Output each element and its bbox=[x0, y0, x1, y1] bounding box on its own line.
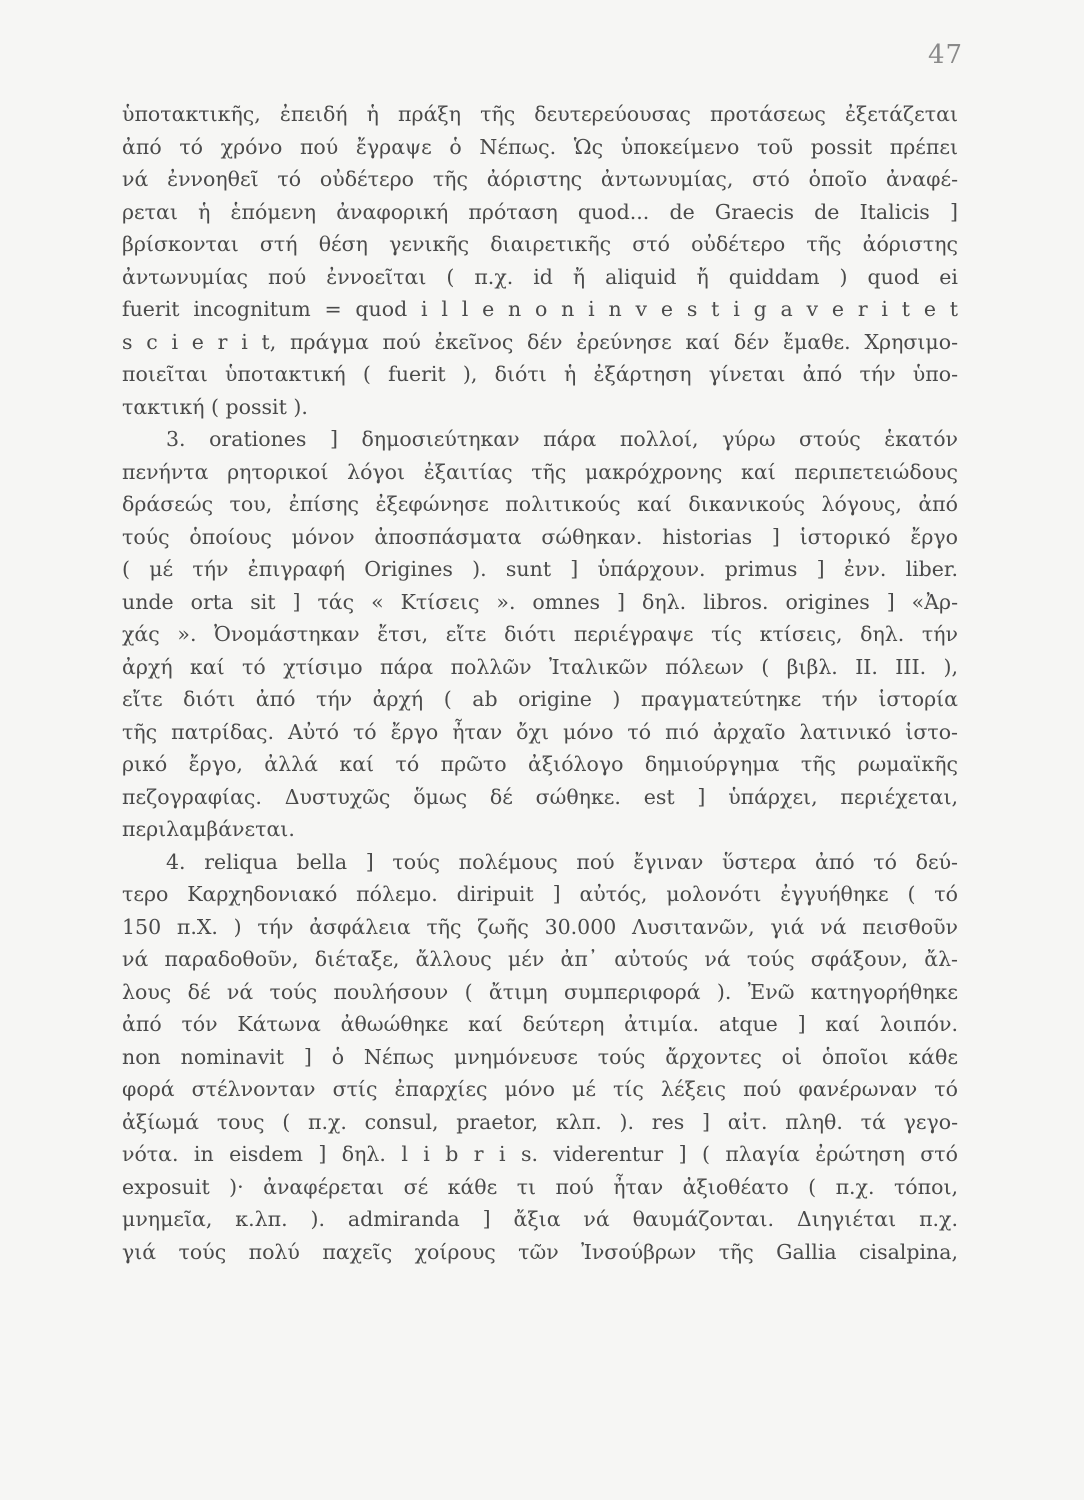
text-line: νά παραδοθοῦν, διέταξε, ἄλλους μέν ἀπ᾽ αὐτούς νά τούς σφάξουν, ἄλ- bbox=[122, 947, 958, 971]
text-line: unde orta sit ] τάς « Κτίσεις ». omnes ] δηλ. libros. origines ] «Ἀρ- bbox=[122, 589, 958, 614]
text-line: τακτική ( possit ). bbox=[122, 394, 308, 419]
text-line: 4. reliqua bella ] τούς πολέμους πού ἔγιναν ὕστερα ἀπό τό δεύ- bbox=[166, 849, 958, 874]
text-line: νά ἐννοηθεῖ τό οὐδέτερο τῆς ἀόριστης ἀντωνυμίας, στό ὁποῖο ἀναφέ- bbox=[122, 167, 958, 191]
text-line: 3. orationes ] δημοσιεύτηκαν πάρα πολλοί, γύρω στούς ἑκατόν bbox=[166, 427, 958, 451]
text-line: 150 π.Χ. ) τήν ἀσφάλεια τῆς ζωῆς 30.000 Λυσιτανῶν, γιά νά πεισθοῦν bbox=[122, 914, 958, 939]
text-line: εἴτε διότι ἀπό τήν ἀρχή ( ab origine ) πραγματεύτηκε τήν ἱστορία bbox=[122, 687, 958, 711]
text-line: βρίσκονται στή θέση γενικῆς διαιρετικῆς στό οὐδέτερο τῆς ἀόριστης bbox=[122, 232, 958, 256]
text-line: ὑποτακτικῆς, ἐπειδή ἡ πράξη τῆς δευτερεύουσας προτάσεως ἐξετάζεται bbox=[122, 102, 958, 126]
text-line: χάς ». Ὀνομάστηκαν ἔτσι, εἴτε διότι περιέγραψε τίς κτίσεις, δηλ. τήν bbox=[122, 622, 958, 646]
text-line: μνημεῖα, κ.λπ. ). admiranda ] ἄξια νά θαυμάζονται. Διηγιέται π.χ. bbox=[122, 1207, 958, 1231]
text-line: δράσεώς του, ἐπίσης ἐξεφώνησε πολιτικούς καί δικανικούς λόγους, ἀπό bbox=[122, 492, 958, 516]
text-line: ρικό ἔργο, ἀλλά καί τό πρῶτο ἀξιόλογο δημιούργημα τῆς ρωμαϊκῆς bbox=[122, 752, 958, 776]
text-line: fuerit incognitum = quod i l l e n o n i n v e s t i g a v e r i t e t bbox=[122, 297, 958, 321]
text-line: περιλαμβάνεται. bbox=[122, 817, 295, 841]
text-line: ἀρχή καί τό χτίσιμο πάρα πολλῶν Ἰταλικῶν πόλεων ( βιβλ. II. III. ), bbox=[122, 654, 958, 679]
text-line: ἀξίωμά τους ( π.χ. consul, praetor, κλπ. ). res ] αἰτ. πληθ. τά γεγο- bbox=[122, 1109, 958, 1134]
page-number: 47 bbox=[928, 40, 964, 70]
text-line: φορά στέλνονταν στίς ἐπαρχίες μόνο μέ τίς λέξεις πού φανέρωναν τό bbox=[122, 1077, 958, 1101]
text-line: exposuit )· ἀναφέρεται σέ κάθε τι πού ἦταν ἀξιοθέατο ( π.χ. τόποι, bbox=[122, 1174, 958, 1199]
text-line: γιά τούς πολύ παχεῖς χοίρους τῶν Ἰνσούβρων τῆς Gallia cisalpina, bbox=[122, 1239, 958, 1264]
text-line: πενήντα ρητορικοί λόγοι ἐξαιτίας τῆς μακρόχρονης καί περιπετειώδους bbox=[122, 459, 958, 484]
text-line: τῆς πατρίδας. Αὐτό τό ἔργο ἦταν ὄχι μόνο τό πιό ἀρχαῖο λατινικό ἱστο- bbox=[122, 719, 958, 744]
text-line: ( μέ τήν ἐπιγραφή Origines ). sunt ] ὑπάρχουν. primus ] ἐνν. liber. bbox=[122, 557, 958, 581]
text-line: τούς ὁποίους μόνον ἀποσπάσματα σώθηκαν. historias ] ἱστορικό ἔργο bbox=[122, 524, 958, 549]
text-line: πεζογραφίας. Δυστυχῶς ὅμως δέ σώθηκε. est ] ὑπάρχει, περιέχεται, bbox=[122, 784, 958, 809]
text-line: ρεται ἡ ἑπόμενη ἀναφορική πρόταση quod... de Graecis de Italicis ] bbox=[122, 199, 958, 224]
text-line: ἀπό τόν Κάτωνα ἀθωώθηκε καί δεύτερη ἀτιμία. atque ] καί λοιπόν. bbox=[122, 1012, 958, 1036]
text-line: non nominavit ] ὁ Νέπως μνημόνευσε τούς ἄρχοντες οἱ ὁποῖοι κάθε bbox=[122, 1044, 958, 1069]
text-line: s c i e r i t, πράγμα πού ἐκεῖνος δέν ἐρεύνησε καί δέν ἔμαθε. Χρησιμο- bbox=[122, 329, 958, 354]
text-line: ἀπό τό χρόνο πού ἔγραψε ὁ Νέπως. Ὡς ὑποκείμενο τοῦ possit πρέπει bbox=[122, 134, 958, 159]
text-line: ποιεῖται ὑποτακτική ( fuerit ), διότι ἡ ἐξάρτηση γίνεται ἀπό τήν ὑπο- bbox=[122, 362, 958, 386]
text-line: λους δέ νά τούς πουλήσουν ( ἄτιμη συμπεριφορά ). Ἐνῶ κατηγορήθηκε bbox=[122, 979, 958, 1004]
text-block bbox=[122, 98, 958, 1268]
text-line: νότα. in eisdem ] δηλ. l i b r i s. viderentur ] ( πλαγία ἐρώτηση στό bbox=[122, 1142, 958, 1166]
text-line: ἀντωνυμίας πού ἐννοεῖται ( π.χ. id ἤ aliquid ἤ quiddam ) quod ei bbox=[122, 264, 958, 289]
text-line: τερο Καρχηδονιακό πόλεμο. diripuit ] αὐτός, μολονότι ἐγγυήθηκε ( τό bbox=[122, 882, 958, 906]
